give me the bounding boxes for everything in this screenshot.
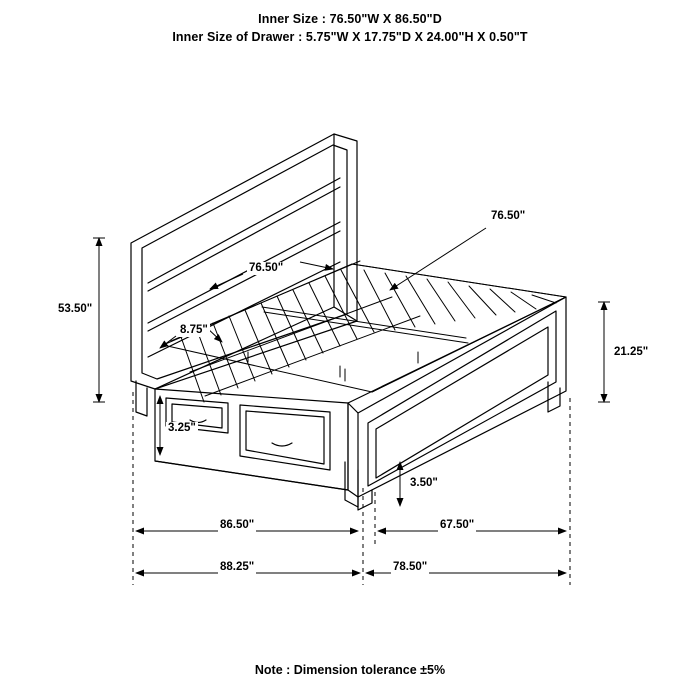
dim-label-slat-width-top: 76.50" bbox=[249, 262, 284, 274]
dim-label-drawer-height: 3.25" bbox=[168, 422, 196, 434]
dim-label-bed-width-inner: 67.50" bbox=[440, 519, 475, 531]
dim-label-rail-height: 8.75" bbox=[180, 324, 208, 336]
dim-76-50-callout bbox=[390, 228, 486, 290]
dim-label-bed-depth-outer: 88.25" bbox=[220, 561, 255, 573]
dim-label-slat-width-callout: 76.50" bbox=[491, 210, 526, 222]
extension-lines bbox=[133, 392, 570, 585]
dim-53-50 bbox=[93, 238, 105, 402]
dim-label-clearance-height: 3.50" bbox=[410, 477, 438, 489]
dim-21-25 bbox=[598, 302, 610, 402]
header-line-2: Inner Size of Drawer : 5.75"W X 17.75"D X 24.00"H X 0.50"T bbox=[172, 30, 528, 44]
dim-label-bed-width-outer: 78.50" bbox=[393, 561, 428, 573]
tolerance-note: Note : Dimension tolerance ±5% bbox=[254, 663, 446, 677]
dim-label-footboard-height: 21.25" bbox=[614, 346, 649, 358]
footboard bbox=[348, 297, 566, 510]
left-side-rail-with-drawers bbox=[155, 389, 358, 507]
headboard bbox=[131, 134, 357, 416]
header-line-1: Inner Size : 76.50"W X 86.50"D bbox=[258, 12, 442, 26]
dim-label-bed-depth-inner: 86.50" bbox=[220, 519, 255, 531]
dim-label-headboard-height: 53.50" bbox=[58, 303, 93, 315]
slat-deck bbox=[163, 261, 566, 402]
